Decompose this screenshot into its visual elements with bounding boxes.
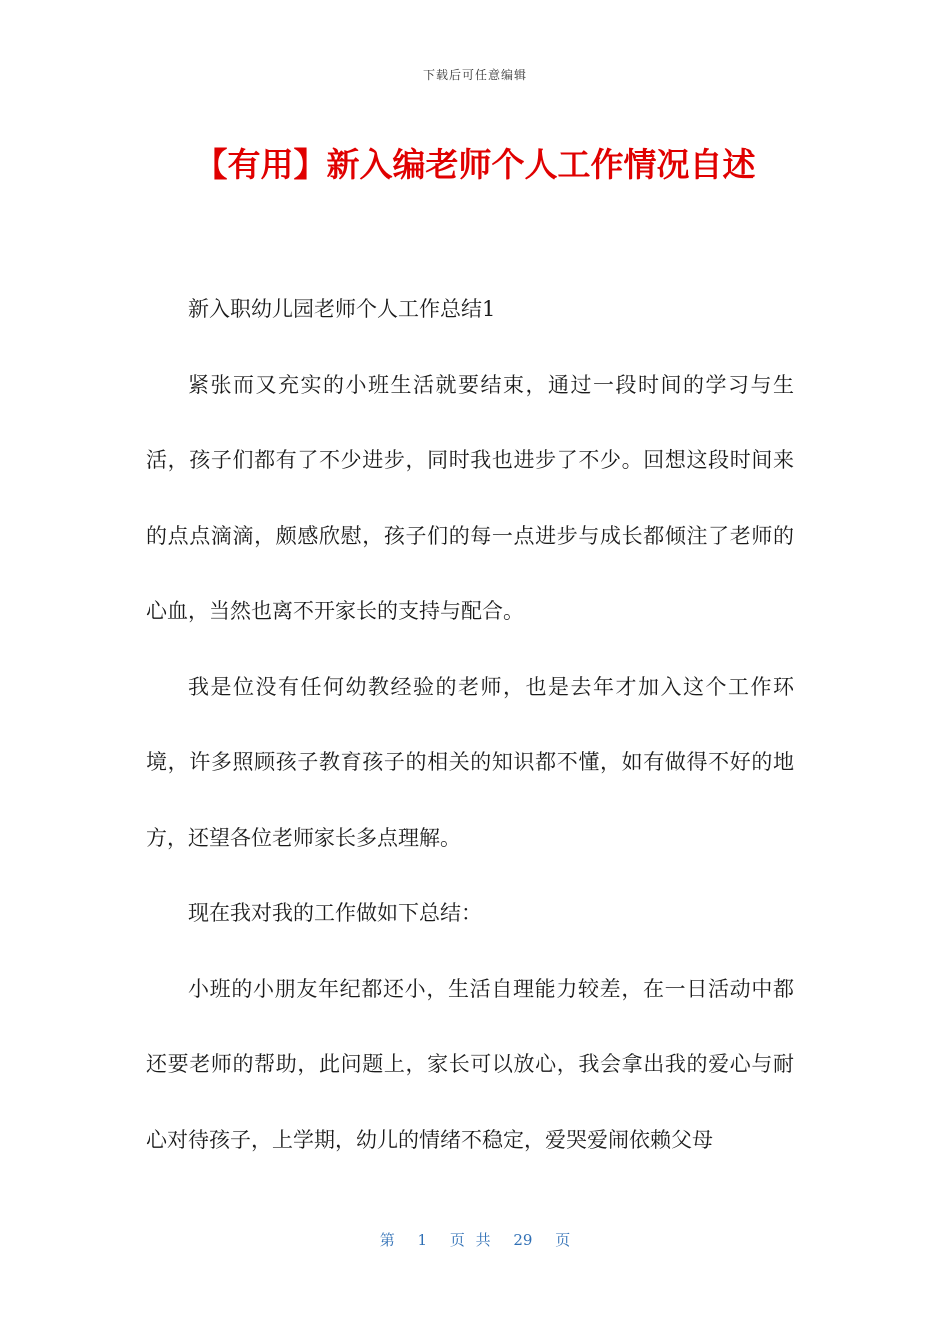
footer-label-page: 第 <box>379 1231 395 1249</box>
paragraph: 紧张而又充实的小班生活就要结束，通过一段时间的学习与生活，孩子们都有了不少进步，同时我也进步了不少。回想这段时间来的点点滴滴，颇感欣慰，孩子们的每一点进步与成长都倾注了老师的心血，当然也离不开家长的支持与配合。 <box>146 372 794 623</box>
document-body <box>146 272 794 1178</box>
footer-label-total: 页 共 <box>449 1231 491 1249</box>
footer-current-page: 1 <box>417 1231 428 1249</box>
page-footer <box>0 1229 950 1250</box>
footer-total-pages: 29 <box>513 1231 533 1249</box>
section-heading: 新入职幼儿园老师个人工作总结1 <box>188 297 496 321</box>
header-note: 下载后可任意编辑 <box>422 68 527 82</box>
paragraph: 现在我对我的工作做如下总结： <box>188 901 482 925</box>
paragraph: 我是位没有任何幼教经验的老师，也是去年才加入这个工作环境，许多照顾孩子教育孩子的相关的知识都不懂，如有做得不好的地方，还望各位老师家长多点理解。 <box>146 674 794 850</box>
paragraph: 小班的小朋友年纪都还小，生活自理能力较差，在一日活动中都还要老师的帮助，此问题上，家长可以放心，我会拿出我的爱心与耐心对待孩子，上学期，幼儿的情绪不稳定，爱哭爱闹依赖父母 <box>146 976 794 1152</box>
document-title: 【有用】新入编老师个人工作情况自述 <box>194 145 756 184</box>
footer-label-end: 页 <box>555 1231 571 1249</box>
